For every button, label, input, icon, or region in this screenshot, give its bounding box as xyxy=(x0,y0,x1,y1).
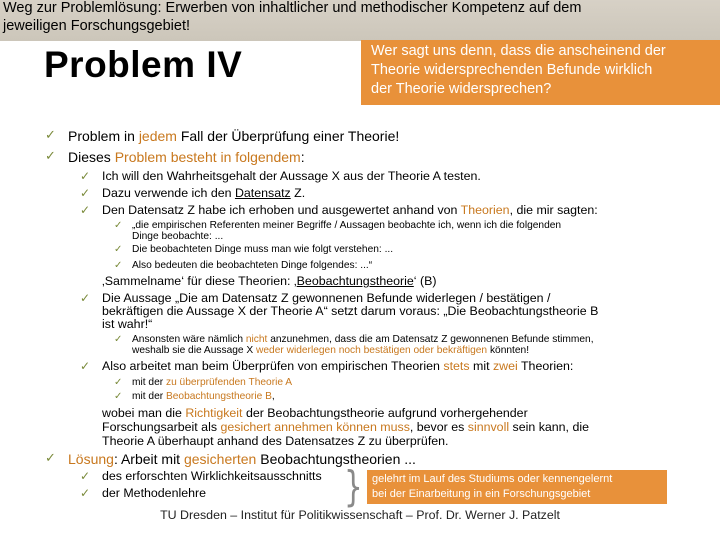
subsub-bullet-5: mit der zu überprüfenden Theorie A xyxy=(132,377,293,388)
checkmark-icon: ✓ xyxy=(114,391,123,402)
checkmark-icon: ✓ xyxy=(114,260,123,271)
checkmark-icon: ✓ xyxy=(114,220,123,231)
checkmark-icon: ✓ xyxy=(114,377,123,388)
curly-brace-icon: } xyxy=(344,462,363,511)
checkmark-icon: ✓ xyxy=(114,244,123,255)
checkmark-icon: ✓ xyxy=(80,359,91,373)
checkmark-icon: ✓ xyxy=(114,334,123,345)
subsub-bullet-1-line-2: Dinge beobachte: ... xyxy=(132,231,224,242)
whereby-line-3: Theorie A überhaupt anhand des Datensatzes Z zu überprüfen. xyxy=(102,434,449,448)
checkmark-icon: ✓ xyxy=(80,186,91,200)
checkmark-icon: ✓ xyxy=(80,203,91,217)
header-line-1: Weg zur Problemlösung: Erwerben von inhaltlicher und methodischer Kompetenz auf dem xyxy=(3,0,582,16)
checkmark-icon: ✓ xyxy=(45,149,56,164)
subsub-bullet-4-line-2: weshalb sie die Aussage X weder widerlegen noch bestätigen oder bekräftigen könnten! xyxy=(132,345,530,356)
subsub-bullet-1-line-1: „die empirischen Referenten meiner Begriffe / Aussagen beobachte ich, wenn ich die folgenden xyxy=(132,220,562,231)
collective-name: ‚Sammelname‘ für diese Theorien: ‚Beobachtungstheorie‘ (B) xyxy=(102,274,437,288)
slide-title: Problem IV xyxy=(44,44,243,85)
sub-bullet-1: Ich will den Wahrheitsgehalt der Aussage X aus der Theorie A testen. xyxy=(102,169,481,183)
checkmark-icon: ✓ xyxy=(80,469,91,483)
header-line-2: jeweiligen Forschungsgebiet! xyxy=(3,17,190,34)
bullet-1: Problem in jedem Fall der Überprüfung einer Theorie! xyxy=(68,128,400,144)
checkmark-icon: ✓ xyxy=(80,291,91,305)
subsub-bullet-6: mit der Beobachtungstheorie B, xyxy=(132,391,275,402)
subsub-bullet-2: Die beobachteten Dinge muss man wie folgt verstehen: ... xyxy=(132,244,394,255)
checkmark-icon: ✓ xyxy=(80,486,91,500)
subsub-bullet-3: Also bedeuten die beobachteten Dinge folgendes: ...“ xyxy=(132,260,373,271)
sub-bullet-4-line-3: ist wahr!“ xyxy=(102,317,153,331)
sub-bullet-3: Den Datensatz Z habe ich erhoben und ausgewertet anhand von Theorien, die mir sagten: xyxy=(102,203,598,217)
footer: TU Dresden – Institut für Politikwissenschaft – Prof. Dr. Werner J. Patzelt xyxy=(160,508,560,522)
bullet-2: Dieses Problem besteht in folgendem: xyxy=(68,149,305,165)
question-line-2: Theorie widersprechenden Befunde wirklich xyxy=(371,62,653,78)
sub-bullet-2: Dazu verwende ich den Datensatz Z. xyxy=(102,186,306,200)
sub-bullet-7: der Methodenlehre xyxy=(102,486,207,500)
sub-bullet-4-line-2: bekräftigen die Aussage X der Theorie A“ setzt darum voraus: „Die Beobachtungstheorie B xyxy=(102,304,599,318)
brace-note-line-1: gelehrt im Lauf des Studiums oder kennengelernt xyxy=(372,473,613,485)
question-line-3: der Theorie widersprechen? xyxy=(371,81,552,97)
sub-bullet-5: Also arbeitet man beim Überprüfen von empirischen Theorien stets mit zwei Theorien: xyxy=(102,359,574,373)
bullet-3: Lösung: Arbeit mit gesicherten Beobachtungstheorien ... xyxy=(68,451,416,467)
sub-bullet-6: des erforschten Wirklichkeitsausschnitts xyxy=(102,469,322,483)
checkmark-icon: ✓ xyxy=(80,169,91,183)
brace-note-box xyxy=(367,470,667,504)
question-line-1: Wer sagt uns denn, dass die anscheinend der xyxy=(371,43,666,59)
whereby-line-2: Forschungsarbeit als gesichert annehmen können muss, bevor es sinnvoll sein kann, die xyxy=(102,420,589,434)
brace-note-line-2: bei der Einarbeitung in ein Forschungsgebiet xyxy=(372,488,591,500)
subsub-bullet-4-line-1: Ansonsten wäre nämlich nicht anzunehmen, dass die am Datensatz Z gewonnenen Befunde stimmen, xyxy=(132,334,594,345)
whereby-line-1: wobei man die Richtigkeit der Beobachtungstheorie aufgrund vorhergehender xyxy=(102,406,528,420)
checkmark-icon: ✓ xyxy=(45,451,56,466)
sub-bullet-4-line-1: Die Aussage „Die am Datensatz Z gewonnenen Befunde widerlegen / bestätigen / xyxy=(102,291,551,305)
checkmark-icon: ✓ xyxy=(45,128,56,143)
